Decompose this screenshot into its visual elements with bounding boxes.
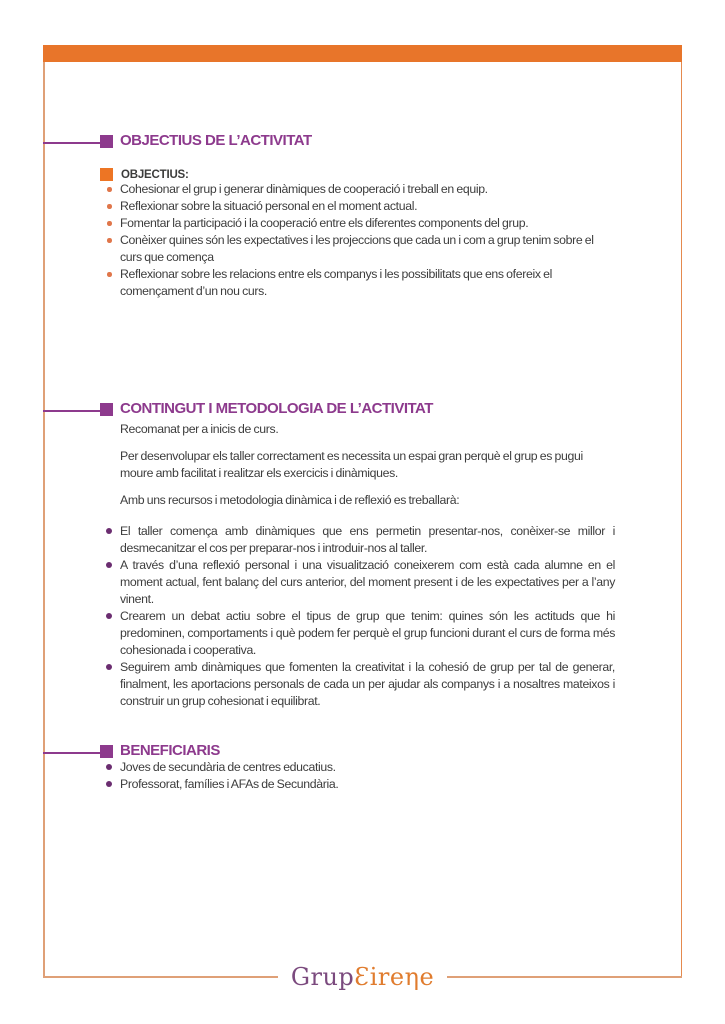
list-item: Crearem un debat actiu sobre el tipus de grup que tenim: quines són les actituds que hi predominen, comportaments i què podem fer perquè el grup funcioni durant el curs de forma més cohesionada i cooperativa. bbox=[120, 609, 615, 657]
section-contingut bbox=[43, 401, 615, 710]
footer-rule-left bbox=[43, 976, 278, 978]
purple-square-icon bbox=[100, 745, 113, 758]
objectius-sublabel bbox=[100, 168, 615, 181]
list-item: Joves de secundària de centres educatius. bbox=[120, 759, 615, 776]
paragraph: Per desenvolupar els taller correctament es necessita un espai gran perquè el grup es pugui moure amb facilitat i realitzar els exercicis i dinàmiques. bbox=[120, 449, 583, 480]
section-heading bbox=[43, 133, 615, 149]
section-beneficiaris bbox=[43, 743, 615, 793]
list-item: Fomentar la participació i la cooperació entre els diferentes components del grup. bbox=[120, 215, 615, 232]
orange-square-icon bbox=[100, 168, 113, 181]
objectius-label: OBJECTIUS: bbox=[121, 168, 189, 181]
list-item: Seguirem amb dinàmiques que fomenten la creativitat i la cohesió de grup per tal de generar, finalment, les aportacions personals de cada un per ajudar als companys i a nosaltres mateixos i construir un grup cohesionat i equilibrat. bbox=[120, 660, 615, 708]
logo-text-eirene: Ɛireηe bbox=[354, 963, 435, 991]
list-item: Reflexionar sobre les relacions entre els companys i les possibilitats que ens ofereix el començament d’un nou curs. bbox=[120, 266, 615, 300]
heading-rule bbox=[43, 410, 100, 412]
objectius-bullet-list bbox=[43, 181, 615, 300]
section-heading bbox=[43, 743, 615, 759]
list-item: Cohesionar el grup i generar dinàmiques de cooperació i treball en equip. bbox=[120, 181, 615, 198]
beneficiaris-bullet-list bbox=[43, 759, 615, 793]
paragraph: Amb uns recursos i metodologia dinàmica i de reflexió es treballarà: bbox=[120, 493, 460, 507]
page-border-right bbox=[681, 62, 683, 977]
section-title: OBJECTIUS DE L’ACTIVITAT bbox=[120, 132, 312, 149]
top-accent-bar bbox=[43, 45, 682, 62]
heading-rule bbox=[43, 142, 100, 144]
section-title: CONTINGUT I METODOLOGIA DE L’ACTIVITAT bbox=[120, 400, 433, 417]
list-item: Reflexionar sobre la situació personal en el moment actual. bbox=[120, 198, 615, 215]
section-title: BENEFICIARIS bbox=[120, 742, 220, 759]
footer-rule-right bbox=[447, 976, 682, 978]
list-item: Conèixer quines són les expectatives i les projeccions que cada un i com a grup tenim sobre el curs que comença bbox=[120, 232, 615, 266]
paragraph: Recomanat per a inicis de curs. bbox=[120, 422, 279, 436]
list-item: El taller comença amb dinàmiques que ens permetin presentar-nos, conèixer-se millor i desmecanitzar el cos per preparar-nos i introduir-nos al taller. bbox=[120, 524, 615, 555]
purple-square-icon bbox=[100, 403, 113, 416]
logo-text-grup: Grup bbox=[290, 963, 355, 991]
list-item: A través d’una reflexió personal i una visualització coneixerem com està cada alumne en el moment actual, fent balanç del curs anterior, del moment present i de les expectatives per a l’any vinent. bbox=[120, 558, 615, 606]
heading-rule bbox=[43, 752, 100, 754]
grup-eirene-logo bbox=[278, 963, 447, 991]
section-heading bbox=[43, 401, 615, 417]
contingut-bullet-list bbox=[43, 523, 615, 710]
footer bbox=[43, 963, 682, 991]
purple-square-icon bbox=[100, 135, 113, 148]
section-objectius bbox=[43, 133, 615, 300]
list-item: Professorat, famílies i AFAs de Secundària. bbox=[120, 776, 615, 793]
